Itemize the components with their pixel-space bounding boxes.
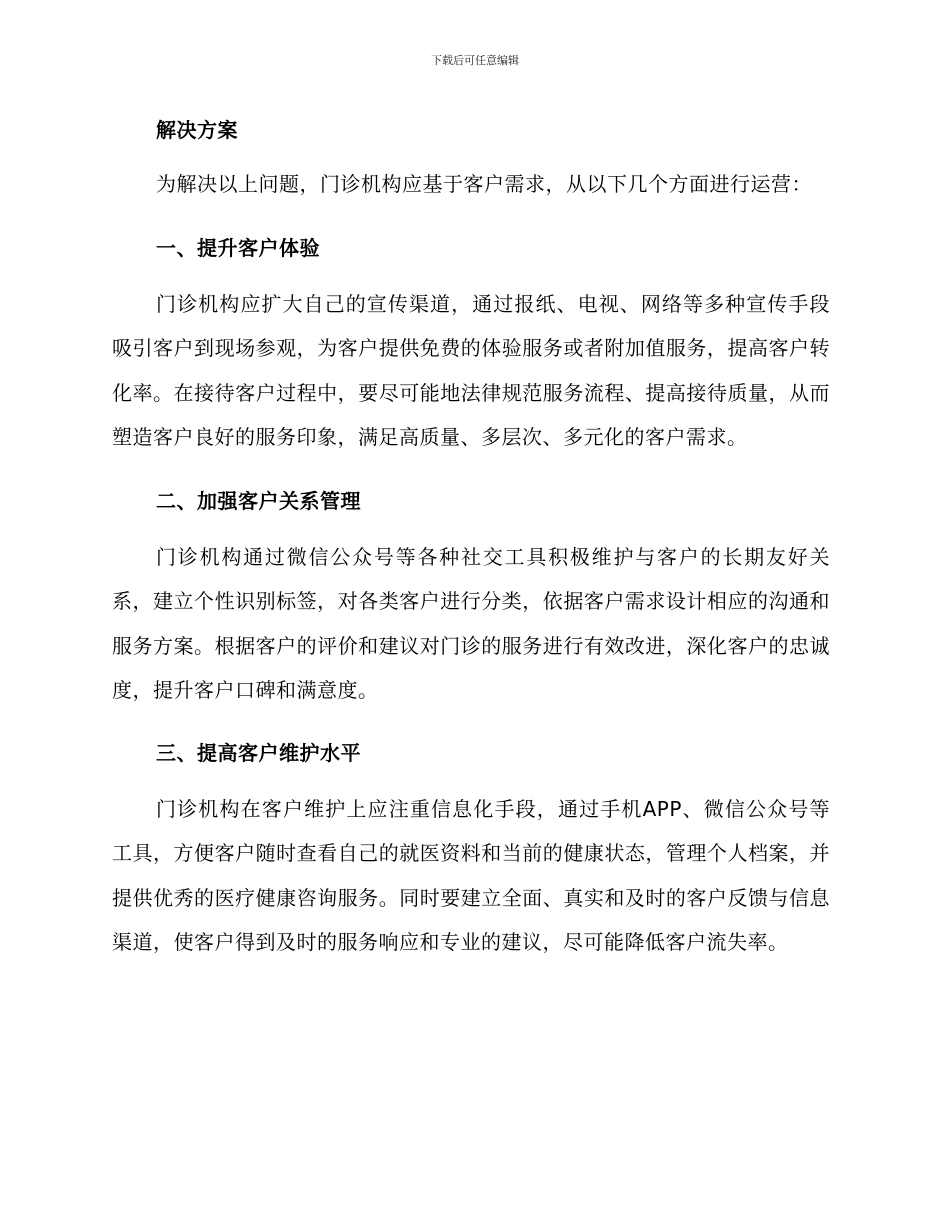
section-heading-1: 一、提升客户体验 [156, 235, 320, 260]
section-paragraph-1: 门诊机构应扩大自己的宣传渠道，通过报纸、电视、网络等多种宣传手段吸引客户到现场参观，为客户提供免费的体验服务或者附加值服务，提高客户转化率。在接待客户过程中，要尽可能地法律规范服务流程、提高接待质量，从而塑造客户良好的服务印象，满足高质量、多层次、多元化的客户需求。 [112, 291, 830, 449]
section-heading-2: 二、加强客户关系管理 [156, 488, 361, 513]
section-paragraph-2: 门诊机构通过微信公众号等各种社交工具积极维护与客户的长期友好关系，建立个性识别标签，对各类客户进行分类，依据客户需求设计相应的沟通和服务方案。根据客户的评价和建议对门诊的服务进行有效改进，深化客户的忠诚度，提升客户口碑和满意度。 [112, 544, 830, 702]
section-heading-3: 三、提高客户维护水平 [156, 740, 361, 765]
section-title: 解决方案 [156, 118, 238, 142]
section-paragraph-3: 门诊机构在客户维护上应注重信息化手段，通过手机APP、微信公众号等工具，方便客户随时查看自己的就医资料和当前的健康状态，管理个人档案，并提供优秀的医疗健康咨询服务。同时要建立全面、真实和及时的客户反馈与信息渠道，使客户得到及时的服务响应和专业的建议，尽可能降低客户流失率。 [112, 796, 830, 954]
intro-paragraph: 为解决以上问题，门诊机构应基于客户需求，从以下几个方面进行运营： [156, 172, 812, 196]
document-body [112, 110, 830, 965]
page-header-note: 下载后可任意编辑 [431, 54, 519, 67]
